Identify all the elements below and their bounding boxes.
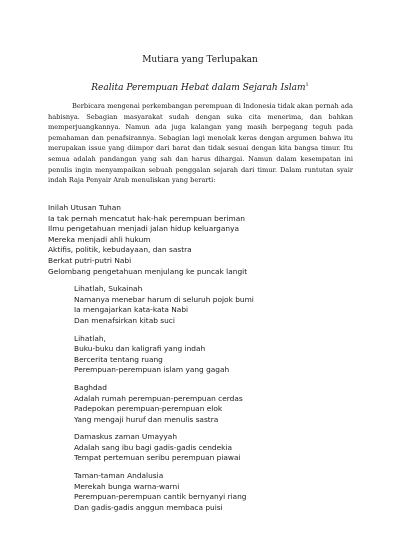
poem-line: Lihatlah, (74, 333, 106, 343)
poem-stanza (48, 383, 368, 425)
poem-line: Perempuan-perempuan cantik bernyanyi riang (74, 492, 247, 502)
poem-stanza (48, 432, 368, 464)
poem-line: Perempuan-perempuan islam yang gagah (74, 365, 230, 375)
poem-line: Bercerita tentang ruang (74, 354, 163, 364)
poem-line: Ia tak pernah mencatut hak-hak perempuan beriman (48, 213, 245, 223)
poem-line: Ilmu pengetahuan menjadi jalan hidup keluarganya (48, 224, 239, 234)
poem-line: Adalah rumah perempuan-perempuan cerdas (74, 393, 243, 403)
poem-line: Tempat pertemuan seribu perempuan piawai (74, 453, 241, 463)
document-title: Mutiara yang Terlupakan (142, 55, 258, 65)
poem-line: Mereka menjadi ahli hukum (48, 234, 151, 244)
poem-line: Buku-buku dan kaligrafi yang indah (74, 344, 206, 354)
poem-line: Damaskus zaman Umayyah (74, 432, 178, 442)
poem-line: Gelombang pengetahuan menjulang ke puncak langit (48, 266, 248, 276)
poem-line: Inilah Utusan Tuhan (48, 203, 121, 212)
poem-stanza (48, 471, 368, 513)
poem-line: Ia mengajarkan kata-kata Nabi (74, 305, 189, 315)
poem-line: Dan gadis-gadis anggun membaca puisi (74, 502, 223, 512)
poem-stanza (48, 203, 368, 277)
poem-line: Padepokan perempuan-perempuan elok (74, 404, 223, 414)
poem-line: Lihatlah, Sukainah (74, 284, 143, 294)
footnote-marker: 1 (305, 82, 309, 88)
poem-line: Aktifis, politik, kebudayaan, dan sastra (48, 245, 192, 255)
document-subtitle (0, 79, 400, 94)
intro-paragraph: Berbicara mengenai perkembangan perempuan di Indonesia tidak akan pernah ada habisnya. Sebagian masyarakat sudah dengan suka cita menerima, dan bahkan memperjuangkannya. Namun ada juga kalangan yang masih berpegang teguh pada pemahaman dan penafsirannya. Sebagian lagi menolak keras dengan argumen bahwa itu merupakan issue yang diimpor dari barat dan tidak sesuai dengan kita bangsa timur. Itu semua adalah pandangan yang sah dan harus dihargai. Namun dalam kesempatan ini penulis ingin menyampaikan sebuah penggalan sejarah dari timur. Dalam runtutan syair indah Raja Penyair Arab menuliskan yang berarti: (48, 102, 353, 185)
poem-stanza (48, 334, 368, 376)
poem-line: Merekah bunga warna-warni (74, 481, 180, 491)
poem-line: Baghdad (74, 382, 107, 392)
poem-line: Berkat putri-putri Nabi (48, 255, 132, 265)
poem-line: Namanya menebar harum di seluruh pojok bumi (74, 294, 254, 304)
poem-line: Taman-taman Andalusia (74, 471, 164, 481)
poem-line: Yang mengaji huruf dan menulis sastra (74, 414, 219, 424)
poem-line: Adalah sang ibu bagi gadis-gadis cendekia (74, 442, 232, 452)
poem (48, 203, 368, 520)
poem-line: Dan menafsirkan kitab suci (74, 315, 175, 325)
poem-stanza (48, 284, 368, 326)
subtitle-text: Realita Perempuan Hebat dalam Sejarah Islam (91, 83, 306, 93)
